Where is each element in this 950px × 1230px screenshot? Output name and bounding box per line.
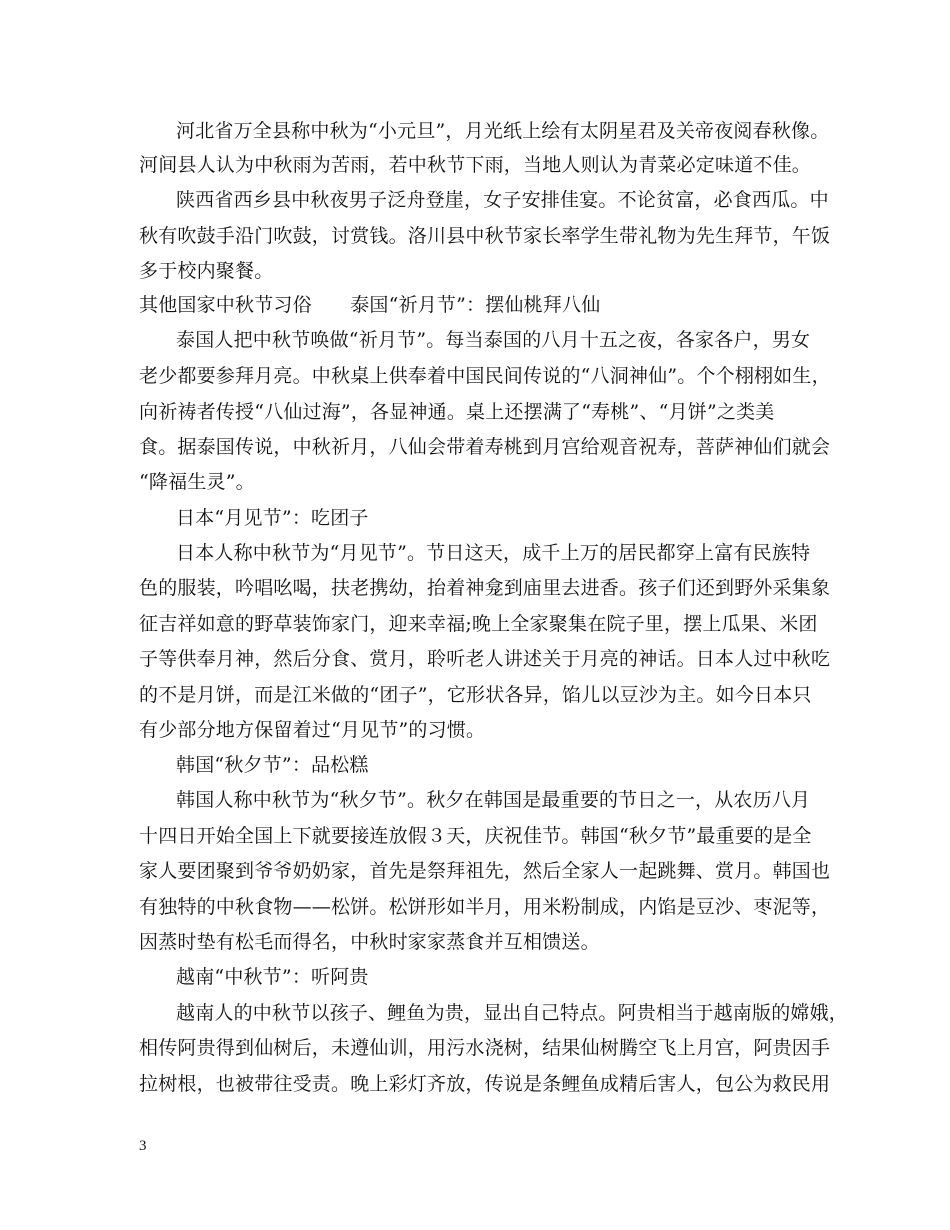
section-heading: 韩国“秋夕节”：品松糕 [176,754,369,776]
text-line: 向祈祷者传授“八仙过海”，各显神通。桌上还摆满了“寿桃”、“月饼”之类美 [139,401,775,423]
section-heading: 越南“中秋节”：听阿贵 [176,966,369,988]
text-line: “降福生灵”。 [139,471,255,493]
text-line: 韩国人称中秋节为“秋夕节”。秋夕在韩国是最重要的节日之一，从农历八月 [176,789,811,811]
page-number: 3 [139,1138,147,1154]
text-line: 色的服装，吟唱吆喝，扶老携幼，抬着神龛到庙里去进香。孩子们还到野外采集象 [139,577,831,599]
text-line: 多于校内聚餐。 [139,260,274,282]
section-heading: 日本“月见节”：吃团子 [176,507,369,529]
text-line: 十四日开始全国上下就要接连放假３天，庆祝佳节。韩国“秋夕节”最重要的是全 [139,825,812,847]
section-heading: 其他国家中秋节习俗 泰国“祈月节”：摆仙桃拜八仙 [139,294,601,316]
text-line: 的不是月饼，而是江米做的“团子”，它形状各异，馅儿以豆沙为主。如今日本只 [139,684,812,706]
text-line: 陕西省西乡县中秋夜男子泛舟登崖，女子安排佳宴。不论贫富，必食西瓜。中 [176,189,829,211]
text-line: 秋有吹鼓手沿门吹鼓，讨赏钱。洛川县中秋节家长率学生带礼物为先生拜节，午饭 [139,225,831,247]
text-line: 子等供奉月神，然后分食、赏月，聆听老人讲述关于月亮的神话。日本人过中秋吃 [139,648,831,670]
text-line: 家人要团聚到爷爷奶奶家，首先是祭拜祖先，然后全家人一起跳舞、赏月。韩国也 [139,860,831,882]
text-line: 有少部分地方保留着过“月见节”的习惯。 [139,719,486,741]
text-line: 泰国人把中秋节唤做“祈月节”。每当泰国的八月十五之夜，各家各户，男女 [176,329,811,351]
text-line: 食。据泰国传说，中秋祈月，八仙会带着寿桃到月宫给观音祝寿，菩萨神仙们就会 [139,436,831,458]
text-line: 日本人称中秋节为“月见节”。节日这天，成千上万的居民都穿上富有民族特 [176,542,811,564]
text-line: 河北省万全县称中秋为“小元旦”，月光纸上绘有太阴星君及关帝夜阅春秋像。 [176,120,830,142]
text-line: 河间县人认为中秋雨为苦雨，若中秋节下雨，当地人则认为青菜必定味道不佳。 [139,154,812,176]
text-line: 相传阿贵得到仙树后，未遵仙训，用污水浇树，结果仙树腾空飞上月宫，阿贵因手 [139,1037,831,1059]
text-line: 拉树根，也被带往受责。晚上彩灯齐放，传说是条鲤鱼成精后害人，包公为救民用 [139,1073,831,1095]
text-line: 征吉祥如意的野草装饰家门，迎来幸福;晚上全家聚集在院子里，摆上瓜果、米团 [139,613,818,635]
text-line: 老少都要参拜月亮。中秋桌上供奉着中国民间传说的“八洞神仙”。个个栩栩如生， [139,365,831,387]
text-line: 越南人的中秋节以孩子、鲤鱼为贵，显出自己特点。阿贵相当于越南版的嫦娥， [176,1002,849,1024]
text-line: 因蒸时垫有松毛而得名，中秋时家家蒸食并互相馈送。 [139,931,600,953]
text-line: 有独特的中秋食物——松饼。松饼形如半月，用米粉制成，内馅是豆沙、枣泥等， [139,896,831,918]
